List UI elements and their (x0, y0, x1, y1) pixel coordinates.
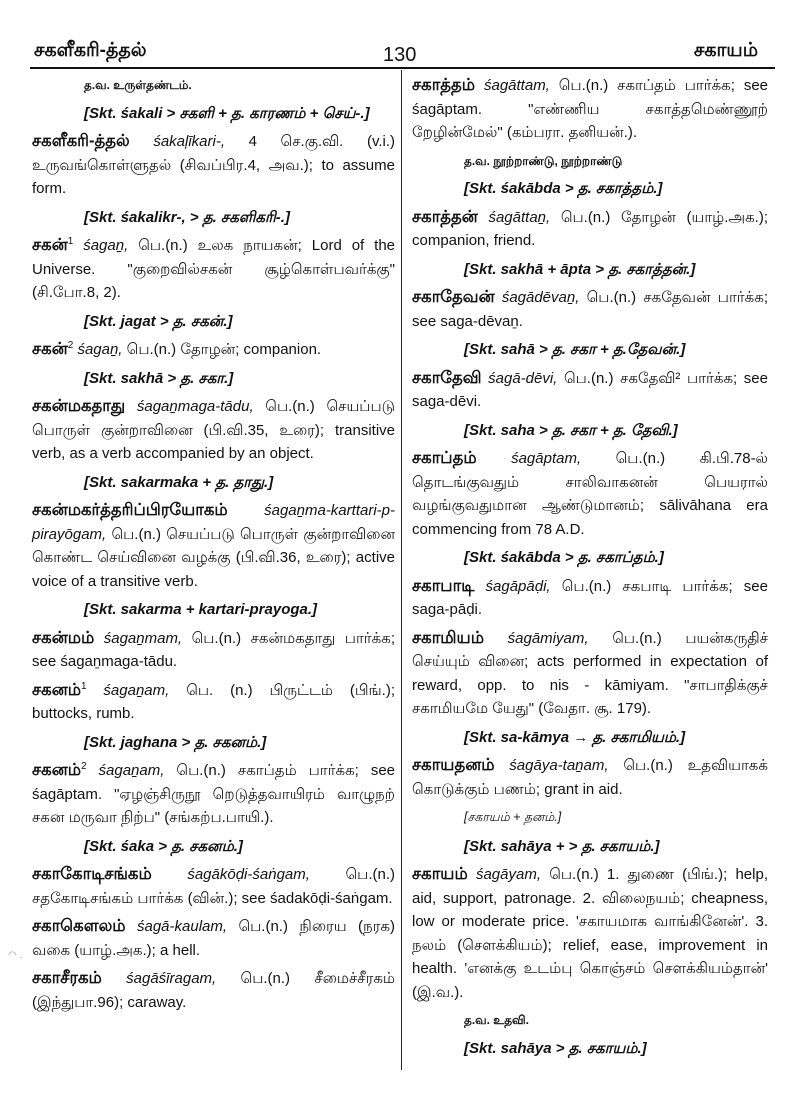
dictionary-entry (412, 74, 768, 145)
definition: பெ.(n.) உதவியாகக் கொடுக்கும் பணம்; grant in aid. (412, 757, 768, 798)
margin-speck: ◠ . (8, 950, 23, 961)
headword: சகாசீரகம் (32, 969, 102, 987)
definition: பெ.(n.) சகபாடி பார்க்க; see saga-pāḍi. (412, 577, 768, 618)
transliteration: śagākōḍi-śaṅgam, (187, 866, 310, 883)
headword: சகனம் (32, 761, 81, 779)
transliteration: śagāyam, (475, 866, 541, 883)
transliteration: śagaṉmam, (103, 629, 183, 647)
definition: பெ.(n.) கி.பி.78-ல் தொடங்குவதும் சாலிவாகனன் பெயரால் வழங்குவதுமான ஆண்டுமானம்; sālivāhana era commencing from 78 A.D. (412, 450, 769, 538)
etymology: [Skt. sahāya + > த. சகாயம்.] (464, 837, 660, 855)
definition: 4 செ.கு.வி. (v.i.) உருவங்கொள்ளுதல் (சிவப்பிர.4, அவ.); to assume form. (32, 133, 395, 197)
transliteration: śagāpāḍi, (485, 577, 551, 595)
headword: சகளீகரி-த்தல் (32, 132, 130, 150)
transliteration: śagāśīragam, (126, 970, 217, 987)
definition: பெ.(n.) உலக நாயகன்; Lord of the Universe. "குறைவில்சகன் சூழ்கொள்பவர்க்கு" (சி.போ.8, 2). (32, 237, 396, 301)
dictionary-entry (32, 863, 395, 910)
transliteration: śagāmiyam, (507, 629, 589, 647)
dictionary-entry (32, 627, 395, 674)
etymology: [Skt. jaghana > த. சகனம்.] (84, 733, 267, 751)
headword: சகாப்தம் (412, 449, 477, 467)
column-divider (401, 70, 402, 1070)
etymology: [Skt. sa-kāmya → த. சகாமியம்.] (464, 728, 686, 746)
etymology: [Skt. śaka > த. சகனம்.] (84, 837, 243, 855)
etymology: [Skt. śakābda > த. சகாத்தம்.] (464, 180, 663, 197)
definition: பெ.(n.) சகன்மகதாது பார்க்க; see śagaṉmaga-tādu. (32, 629, 395, 670)
headword: சகன்மம் (32, 628, 95, 647)
dictionary-entry (412, 286, 768, 333)
headword: சகாகோடிசங்கம் (32, 865, 152, 883)
dictionary-entry (32, 130, 395, 201)
definition: பெ.(n.) சீமைச்சீரகம் (இந்துபா.96); caraway. (32, 970, 395, 1011)
transliteration: śagā-kaulam, (137, 918, 228, 935)
dictionary-entry (412, 206, 768, 253)
headword: சகாபாடி (412, 576, 475, 595)
usage-note: த.வ. உதவி. (464, 1013, 529, 1027)
guide-word-right: சகாயம் (693, 40, 758, 61)
header-rule (30, 67, 775, 69)
definition: பெ.(n.) செயப்படு பொருள் குன்றாவினை கொண்ட செய்வினை வழக்கு (பி.வி.36, உரை); active voice of a transitive verb. (32, 525, 395, 590)
transliteration: śagaṉam, (98, 762, 165, 779)
etymology: [Skt. saha > த. சகா + த. தேவி.] (464, 421, 678, 439)
dictionary-entry (32, 679, 395, 726)
dictionary-entry (32, 915, 395, 962)
transliteration: śagāptam, (511, 450, 582, 467)
left-column (32, 74, 395, 1019)
definition: பெ.(n.) சகாப்தம் பார்க்க; see śagāptam. "எண்ணிய சகாத்தமெண்ணூற் றேழின்மேல்" (கம்பரா. தனியன்.). (412, 77, 769, 141)
definition: பெ.(n.) சதகோடிசங்கம் பார்க்க (வின்.); see śadakōḍi-śaṅgam. (32, 866, 396, 907)
headword: சகன் (32, 340, 68, 358)
definition: பெ.(n.) சகாப்தம் பார்க்க; see śagāptam. "ஏழஞ்சிருநூ றெடுத்தவாயிரம் வாழுநற் சகன மருவா நிற்ப" (சங்கற்ப.பாயி.). (32, 762, 396, 826)
dictionary-entry (412, 367, 768, 414)
transliteration: śagāttam, (483, 77, 550, 94)
headword: சகாயம் (412, 865, 468, 883)
transliteration: śagāttaṉ, (488, 208, 551, 226)
etymology: [Skt. sahāya > த. சகாயம்.] (464, 1039, 647, 1057)
usage-note: த.வ. உருள்தண்டம். (84, 78, 192, 92)
dictionary-entry (32, 395, 395, 466)
transliteration: śagāya-taṉam, (509, 757, 609, 774)
transliteration: śagaṉ, (83, 237, 129, 254)
dictionary-entry (412, 754, 768, 801)
homonym-number: 1 (80, 680, 87, 692)
etymology: [Skt. sahā > த. சகா + த.தேவன்.] (464, 341, 686, 358)
definition: பெ.(n.) தோழன் (யாழ்.அக.); companion, friend. (412, 208, 768, 249)
definition: பெ.(n.) சகதேவி² பார்க்க; see saga-dēvi. (412, 369, 768, 410)
page-number: 130 (383, 44, 417, 66)
definition: பெ.(n.) சகதேவன் பார்க்க; see saga-dēvaṉ. (412, 289, 768, 330)
dictionary-entry (412, 575, 768, 622)
headword: சகன்மகர்த்தரிப்பிரயோகம் (32, 501, 228, 519)
definition: பெ. (n.) பிருட்டம் (பிங்.); buttocks, rumb. (32, 681, 396, 722)
etymology: [Skt. sakhā > த. சகா.] (84, 369, 234, 387)
definition: பெ.(n.) தோழன்; companion. (126, 341, 322, 358)
headword: சகாயதனம் (412, 756, 495, 774)
guide-word-left: சகளீகரி-த்தல் (34, 40, 147, 61)
etymology: [Skt. śakalikr-, > த. சகளிகரி-.] (84, 208, 290, 226)
definition: பெ.(n.) செயப்படு பொருள் குன்றாவினை (பி.வி.35, உரை); transitive verb, as a verb accompanied by an object. (32, 398, 396, 462)
dictionary-entry (412, 447, 768, 541)
headword: சகனம் (32, 680, 81, 699)
headword: சகன்மகதாது (32, 397, 126, 415)
headword: சகாதேவி (412, 368, 482, 387)
etymology: [Skt. sakarma + kartari-prayoga.] (84, 601, 318, 618)
homonym-number: 1 (67, 236, 74, 247)
dictionary-entry (32, 967, 395, 1014)
definition: பெ.(n.) நிரைய (நரக) வகை (யாழ்.அக.); a hell. (32, 918, 395, 959)
page-header (0, 0, 800, 64)
headword: சகாகௌலம் (32, 917, 126, 935)
transliteration: śakaļīkari-, (153, 133, 225, 150)
transliteration: śagaṉmaga-tādu, (136, 398, 254, 415)
etymology-note: [சகாயம் + தனம்.] (464, 810, 562, 824)
transliteration: śagaṉ, (77, 341, 123, 358)
homonym-number: 2 (67, 340, 74, 351)
transliteration: śagādēvaṉ, (501, 289, 580, 306)
usage-note: த.வ. நூற்றாண்டு, நூற்றாண்டு (464, 153, 623, 168)
etymology: [Skt. śakābda > த. சகாப்தம்.] (464, 549, 664, 566)
headword: சகாதேவன் (412, 288, 495, 306)
headword: சகாமியம் (412, 628, 484, 647)
dictionary-entry (412, 863, 768, 1004)
etymology: [Skt. jagat > த. சகன்.] (84, 312, 233, 330)
transliteration: śagaṉma-karttari-p-pirayōgam, (32, 502, 395, 543)
right-column (412, 74, 768, 1065)
dictionary-entry (32, 499, 395, 593)
dictionary-entry (412, 627, 768, 721)
headword: சகாத்தன் (412, 207, 478, 226)
etymology: [Skt. śakali > சகளி + த. காரணம் + செய்-.] (84, 104, 370, 122)
dictionary-entry (32, 234, 395, 305)
headword: சகன் (32, 236, 68, 254)
transliteration: śagā-dēvi, (488, 369, 558, 387)
dictionary-entry (32, 338, 395, 362)
dictionary-entry (32, 759, 395, 830)
headword: சகாத்தம் (412, 76, 476, 94)
definition: பெ.(n.) பயன்கருதிச் செய்யும் வினை; acts performed in expectation of reward, opp. to nis - kāmiyam. "சாபாதிக்குச் சகாமியமே யேது" (வேதா. சூ. 179). (412, 629, 769, 717)
etymology: [Skt. sakhā + āpta > த. சகாத்தன்.] (464, 260, 696, 278)
etymology: [Skt. sakarmaka + த. தாது.] (84, 473, 274, 491)
homonym-number: 2 (80, 761, 87, 772)
definition: பெ.(n.) 1. துணை (பிங்.); help, aid, support, patronage. 2. விலைநயம்; cheapness, low or moderate price. 'சகாயமாக வாங்கினேன்'. 3. நலம் (சௌக்கியம்); relief, ease, improvement in health. 'எனக்கு உடம்பு கொஞ்சம் சௌக்கியம்தான்' (இ.வ.). (412, 866, 768, 1001)
transliteration: śagaṉam, (103, 681, 170, 699)
